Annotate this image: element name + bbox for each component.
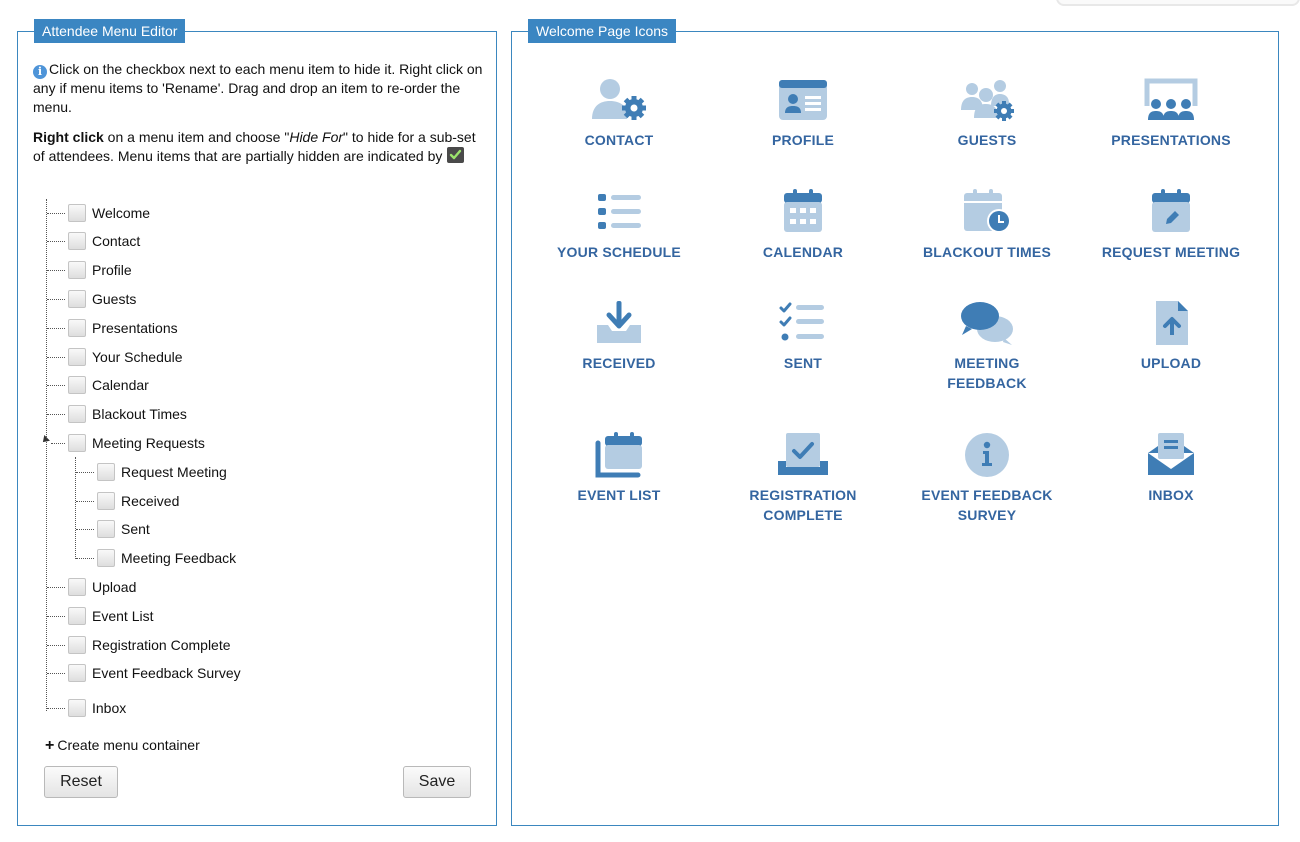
icon-tile-your-schedule[interactable]: YOUR SCHEDULE <box>527 188 711 262</box>
profile-icon <box>774 76 832 124</box>
icon-tile-registration-complete[interactable]: REGISTRATION COMPLETE <box>711 431 895 525</box>
hide-checkbox[interactable] <box>68 607 86 625</box>
contact-icon <box>590 76 648 124</box>
hide-checkbox[interactable] <box>68 232 86 250</box>
registration-complete-icon <box>774 431 832 479</box>
blackout-clock-icon <box>958 188 1016 236</box>
open-envelope-icon <box>1142 431 1200 479</box>
hide-checkbox[interactable] <box>68 405 86 423</box>
icon-tile-contact[interactable]: CONTACT <box>527 76 711 150</box>
welcome-page-icons-panel <box>511 23 1279 826</box>
hide-checkbox[interactable] <box>68 376 86 394</box>
icon-tile-upload[interactable]: UPLOAD <box>1079 299 1263 373</box>
icon-tile-calendar[interactable]: CALENDAR <box>711 188 895 262</box>
icon-tile-profile[interactable]: PROFILE <box>711 76 895 150</box>
menu-tree: Welcome Contact Profile Guests Presentations Your Schedule Calendar Blackout Times Meeting Requests Request Meeting Received Sent Meeting Feedback Upload Event List Registration Complete Event Feedback Survey Inbox <box>18 32 498 732</box>
info-circle-icon <box>958 431 1016 479</box>
download-inbox-icon <box>590 299 648 347</box>
save-button[interactable]: Save <box>403 766 471 798</box>
attendee-menu-editor-panel <box>17 23 497 826</box>
panel-title: Attendee Menu Editor <box>34 19 185 43</box>
icon-tile-meeting-feedback[interactable]: MEETING FEEDBACK <box>895 299 1079 393</box>
hide-checkbox[interactable] <box>68 319 86 337</box>
icon-tile-blackout-times[interactable]: BLACKOUT TIMES <box>895 188 1079 262</box>
chat-bubbles-icon <box>958 299 1016 347</box>
hide-checkbox[interactable] <box>68 348 86 366</box>
icon-tile-received[interactable]: RECEIVED <box>527 299 711 373</box>
icon-tile-sent[interactable]: SENT <box>711 299 895 373</box>
hide-checkbox[interactable] <box>68 261 86 279</box>
panel-title: Welcome Page Icons <box>528 19 676 43</box>
icon-tile-presentations[interactable]: PRESENTATIONS <box>1079 76 1263 150</box>
hide-checkbox[interactable] <box>68 204 86 222</box>
info-icon: i <box>33 65 47 79</box>
hide-checkbox[interactable] <box>68 578 86 596</box>
calendar-icon <box>774 188 832 236</box>
icon-tile-guests[interactable]: GUESTS <box>895 76 1079 150</box>
hide-checkbox[interactable] <box>68 664 86 682</box>
create-menu-container-link[interactable]: + Create menu container <box>45 737 200 754</box>
hide-checkbox[interactable] <box>68 434 86 452</box>
hide-checkbox[interactable] <box>68 699 86 717</box>
schedule-list-icon <box>590 188 648 236</box>
window-edge <box>1056 0 1300 6</box>
icon-tile-event-feedback-survey[interactable]: EVENT FEEDBACK SURVEY <box>895 431 1079 525</box>
hide-checkbox[interactable] <box>97 520 115 538</box>
event-list-icon <box>590 431 648 479</box>
hide-checkbox[interactable] <box>97 463 115 481</box>
presentations-icon <box>1142 76 1200 124</box>
hide-checkbox[interactable] <box>68 636 86 654</box>
checklist-icon <box>774 299 832 347</box>
reset-button[interactable]: Reset <box>44 766 118 798</box>
hide-checkbox[interactable] <box>97 549 115 567</box>
instruction-hide: i Click on the checkbox next to each menu item to hide it. Right click on any if menu items to 'Rename'. Drag and drop an item to re-order the menu. <box>33 61 483 115</box>
guests-icon <box>958 76 1016 124</box>
icon-tile-inbox[interactable]: INBOX <box>1079 431 1263 505</box>
upload-file-icon <box>1142 299 1200 347</box>
hide-checkbox[interactable] <box>97 492 115 510</box>
icon-tile-request-meeting[interactable]: REQUEST MEETING <box>1079 188 1263 262</box>
icon-tile-event-list[interactable]: EVENT LIST <box>527 431 711 505</box>
plus-icon: + <box>45 737 55 754</box>
instruction-hide-for: Right click on a menu item and choose "Hide For" to hide for a sub-set of attendees. Menu items that are partially hidden are indicated by <box>33 129 476 164</box>
tree-line <box>46 199 47 711</box>
expand-arrow-icon[interactable] <box>40 435 50 445</box>
request-meeting-icon <box>1142 188 1200 236</box>
hide-checkbox[interactable] <box>68 290 86 308</box>
